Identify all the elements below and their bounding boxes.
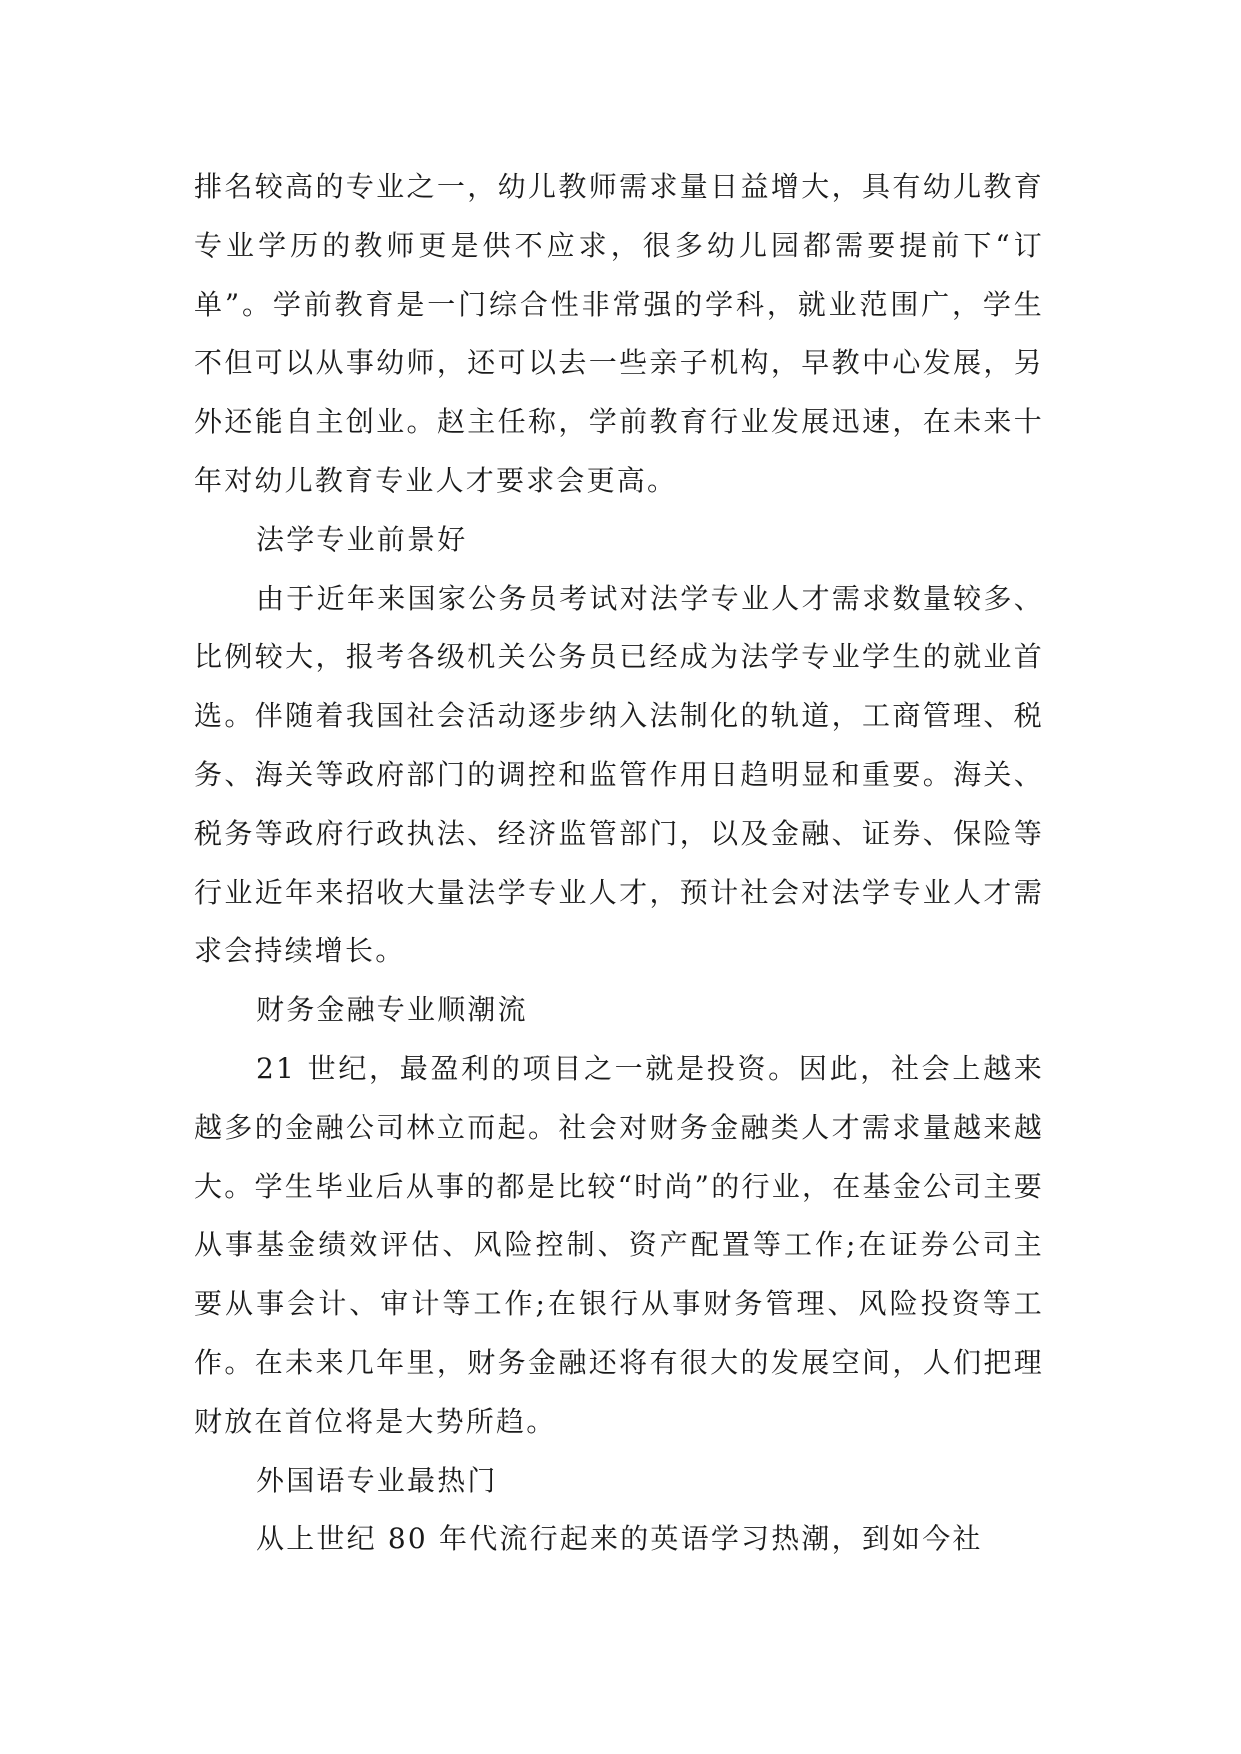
body-paragraph-foreign-languages: 从上世纪 80 年代流行起来的英语学习热潮，到如今社 — [256, 1522, 983, 1556]
section-heading-finance: 财务金融专业顺潮流 — [256, 993, 528, 1027]
body-paragraph-finance: 21 世纪，最盈利的项目之一就是投资。因此，社会上越来越多的金融公司林立而起。社会对财务金融类人才需求量越来越大。学生毕业后从事的都是比较“时尚”的行业，在基金公司主要从事基金绩效评估、风险控制、资产配置等工作;在证券公司主要从事会计、审计等工作;在银行从事财务管理、风险投资等工作。在未来几年里，财务金融还将有很大的发展空间，人们把理财放在首位将是大势所趋。 — [194, 1051, 1044, 1438]
section-heading-foreign-languages: 外国语专业最热门 — [256, 1463, 498, 1497]
document-body — [194, 158, 1044, 1569]
body-paragraph-preschool-education: 排名较高的专业之一，幼儿教师需求量日益增大，具有幼儿教育专业学历的教师更是供不应求，很多幼儿园都需要提前下“订单”。学前教育是一门综合性非常强的学科，就业范围广，学生不但可以从事幼师，还可以去一些亲子机构，早教中心发展，另外还能自主创业。赵主任称，学前教育行业发展迅速，在未来十年对幼儿教育专业人才要求会更高。 — [194, 170, 1044, 497]
body-paragraph-law: 由于近年来国家公务员考试对法学专业人才需求数量较多、比例较大，报考各级机关公务员已经成为法学专业学生的就业首选。伴随着我国社会活动逐步纳入法制化的轨道，工商管理、税务、海关等政府部门的调控和监管作用日趋明显和重要。海关、税务等政府行政执法、经济监管部门，以及金融、证券、保险等行业近年来招收大量法学专业人才，预计社会对法学专业人才需求会持续增长。 — [194, 581, 1044, 968]
section-heading-law: 法学专业前景好 — [256, 522, 468, 556]
